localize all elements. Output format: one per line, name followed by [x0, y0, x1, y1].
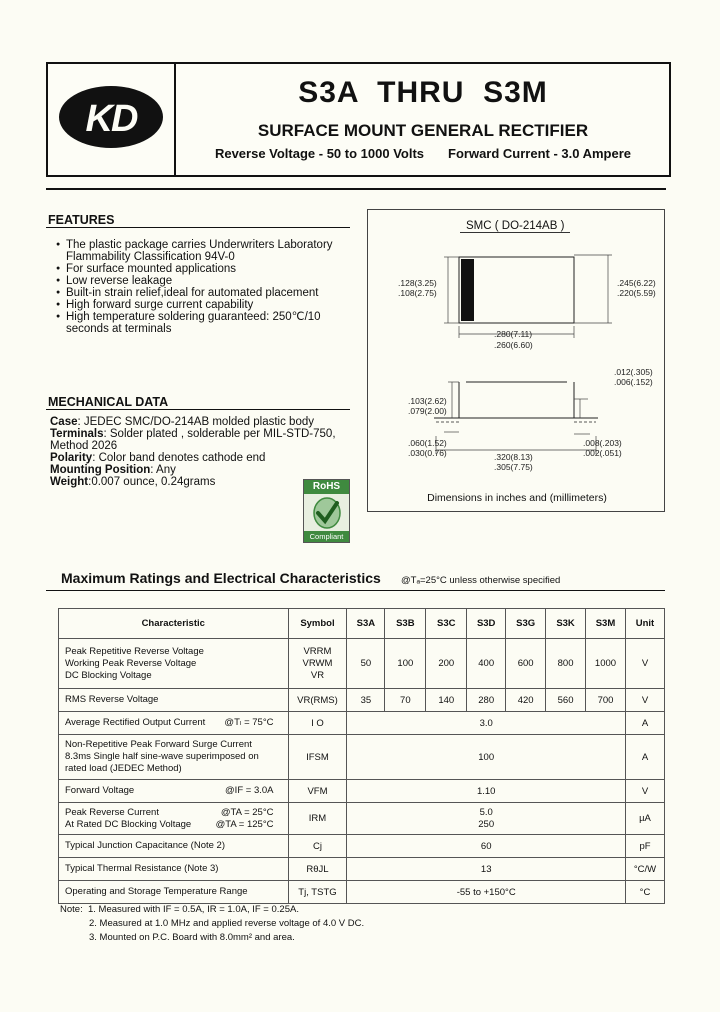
case-line: Case: JEDEC SMC/DO-214AB molded plastic body — [50, 416, 314, 428]
note-1: Note: 1. Measured with IF = 0.5A, IR = 1.0A, IF = 0.25A. — [60, 904, 299, 915]
cell-value: 400 — [467, 639, 506, 689]
cell-value: -55 to +150°C — [347, 881, 626, 904]
package-drawing — [367, 209, 665, 512]
ratings-table — [58, 608, 665, 904]
dim-label: .220(5.59) — [617, 288, 656, 298]
row-characteristic: Average Rectified Output Current @Tₗ = 75°C — [59, 712, 289, 735]
logo-text: KD — [85, 98, 137, 140]
header-box — [46, 62, 671, 177]
logo-cell — [48, 64, 176, 175]
dim-label: .008(.203) — [583, 438, 622, 448]
row-symbol: IFSM — [288, 735, 347, 780]
ratings-divider — [46, 590, 665, 591]
cell-value: 50 — [347, 639, 385, 689]
rohs-label: RoHS — [304, 480, 349, 494]
row-characteristic: Operating and Storage Temperature Range — [59, 881, 289, 904]
cell-unit: pF — [625, 835, 664, 858]
cell-value: 100 — [385, 639, 426, 689]
row-symbol: I O — [288, 712, 347, 735]
page-title: S3A THRU S3M — [298, 76, 548, 109]
checkmark-icon — [310, 494, 344, 531]
compliant-label: Compliant — [304, 531, 349, 542]
weight-line: Weight:0.007 ounce, 0.24grams — [50, 476, 216, 488]
row-symbol: IRM — [288, 803, 347, 835]
column-header: S3G — [506, 609, 546, 639]
features-list — [56, 239, 356, 335]
row-symbol: VRRM VRWM VR — [288, 639, 347, 689]
cell-unit: V — [625, 780, 664, 803]
cell-value: 1.10 — [347, 780, 626, 803]
row-condition: @IF = 3.0A — [225, 785, 274, 796]
dim-label: .012(.305) — [614, 367, 653, 377]
row-condition: @TA = 125°C — [215, 818, 274, 830]
column-header: S3D — [467, 609, 506, 639]
column-header: Characteristic — [59, 609, 289, 639]
cell-value: 560 — [546, 689, 586, 712]
cell-value: 3.0 — [347, 712, 626, 735]
table-row — [59, 858, 665, 881]
cell-value: 420 — [506, 689, 546, 712]
mechanical-divider — [46, 409, 350, 410]
row-characteristic: Non-Repetitive Peak Forward Surge Current 8.3ms Single half sine-wave superimposed on rated load (JEDEC Method) — [59, 735, 289, 780]
column-header: S3M — [586, 609, 626, 639]
dim-label: .030(0.76) — [408, 448, 447, 458]
cell-value: 13 — [347, 858, 626, 881]
dim-label: .320(8.13) — [494, 452, 533, 462]
row-symbol: Tj, TSTG — [288, 881, 347, 904]
dim-label: .103(2.62) — [408, 396, 447, 406]
cell-value: 200 — [426, 639, 467, 689]
row-symbol: Cj — [288, 835, 347, 858]
table-row — [59, 735, 665, 780]
page-subtitle: SURFACE MOUNT GENERAL RECTIFIER — [257, 121, 589, 140]
rohs-badge — [303, 479, 350, 543]
table-row — [59, 780, 665, 803]
cell-value: 800 — [546, 639, 586, 689]
dim-label: .260(6.60) — [494, 340, 533, 350]
reverse-voltage-rating: Reverse Voltage - 50 to 1000 Volts — [214, 146, 425, 161]
feature-item: ● Low reverse leakage — [56, 275, 356, 287]
dimensions-caption: Dimensions in inches and (millimeters) — [427, 492, 607, 504]
forward-current-rating: Forward Current - 3.0 Ampere — [448, 146, 632, 161]
row-condition: @TA = 25°C — [220, 806, 274, 818]
cell-unit: A — [625, 735, 664, 780]
kd-logo — [59, 86, 163, 148]
cell-value: 100 — [347, 735, 626, 780]
column-header: S3A — [347, 609, 385, 639]
cell-value: 140 — [426, 689, 467, 712]
column-header: Symbol — [288, 609, 347, 639]
cell-unit: V — [625, 689, 664, 712]
cell-value: 5.0 250 — [347, 803, 626, 835]
row-characteristic: Forward Voltage @IF = 3.0A — [59, 780, 289, 803]
notes — [60, 903, 364, 945]
cell-value: 35 — [347, 689, 385, 712]
cell-unit: °C/W — [625, 858, 664, 881]
ratings-heading: Maximum Ratings and Electrical Characteristics — [61, 570, 381, 586]
dim-label: .060(1.52) — [408, 438, 447, 448]
features-divider — [46, 227, 350, 228]
cell-unit: V — [625, 639, 664, 689]
table-row — [59, 639, 665, 689]
cell-value: 600 — [506, 639, 546, 689]
mechanical-heading: MECHANICAL DATA — [48, 395, 169, 409]
terminals-method: Method 2026 — [50, 440, 118, 452]
table-header-row — [59, 609, 665, 639]
column-header: Unit — [625, 609, 664, 639]
column-header: S3C — [426, 609, 467, 639]
cell-value: 700 — [586, 689, 626, 712]
dim-label: .280(7.11) — [494, 329, 533, 339]
feature-item: ● High forward surge current capability — [56, 299, 356, 311]
cell-value: 60 — [347, 835, 626, 858]
dim-label: .002(.051) — [583, 448, 622, 458]
features-heading: FEATURES — [48, 213, 115, 227]
cell-value: 70 — [385, 689, 426, 712]
row-symbol: VFM — [288, 780, 347, 803]
headline-ratings — [178, 146, 668, 161]
dim-label: .108(2.75) — [398, 288, 437, 298]
row-symbol: VR(RMS) — [288, 689, 347, 712]
row-characteristic: Typical Junction Capacitance (Note 2) — [59, 835, 289, 858]
dim-label: .079(2.00) — [408, 406, 447, 416]
table-row — [59, 835, 665, 858]
row-characteristic: Typical Thermal Resistance (Note 3) — [59, 858, 289, 881]
table-row — [59, 803, 665, 835]
table-row — [59, 712, 665, 735]
package-name: SMC ( DO-214AB ) — [460, 220, 570, 233]
column-header: S3K — [546, 609, 586, 639]
feature-item: ● The plastic package carries Underwriters Laboratory Flammability Classification 94V-0 — [56, 239, 356, 263]
dim-label: .245(6.22) — [617, 278, 656, 288]
cell-unit: °C — [625, 881, 664, 904]
dim-label: .128(3.25) — [398, 278, 437, 288]
table-row — [59, 881, 665, 904]
cell-value: 280 — [467, 689, 506, 712]
note-2: 2. Measured at 1.0 MHz and applied reverse voltage of 4.0 V DC. — [89, 918, 365, 929]
cell-unit: µA — [625, 803, 664, 835]
dim-label: .305(7.75) — [494, 462, 533, 472]
mounting-line: Mounting Position: Any — [50, 464, 176, 476]
cell-value: 1000 — [586, 639, 626, 689]
feature-item: ● High temperature soldering guaranteed: 250℃/10 seconds at terminals — [56, 311, 356, 335]
polarity-line: Polarity: Color band denotes cathode end — [50, 452, 266, 464]
feature-item: ● Built-in strain relief,ideal for automated placement — [56, 287, 356, 299]
row-symbol: RθJL — [288, 858, 347, 881]
mechanical-data — [50, 416, 360, 488]
note-3: 3. Mounted on P.C. Board with 8.0mm² and area. — [89, 932, 295, 943]
row-condition: @Tₗ = 75°C — [224, 717, 274, 728]
header-divider — [46, 188, 666, 190]
table-row — [59, 689, 665, 712]
feature-item: ● For surface mounted applications — [56, 263, 356, 275]
ratings-condition: @Tₐ=25°C unless otherwise specified — [401, 575, 561, 586]
terminals-line: Terminals: Solder plated , solderable per MIL-STD-750, — [50, 428, 336, 440]
cell-unit: A — [625, 712, 664, 735]
column-header: S3B — [385, 609, 426, 639]
row-characteristic: Peak Repetitive Reverse Voltage Working Peak Reverse Voltage DC Blocking Voltage — [59, 639, 289, 689]
row-characteristic: RMS Reverse Voltage — [59, 689, 289, 712]
row-characteristic: Peak Reverse Current @TA = 25°C At Rated DC Blocking Voltage @TA = 125°C — [59, 803, 289, 835]
dim-label: .006(.152) — [614, 377, 653, 387]
